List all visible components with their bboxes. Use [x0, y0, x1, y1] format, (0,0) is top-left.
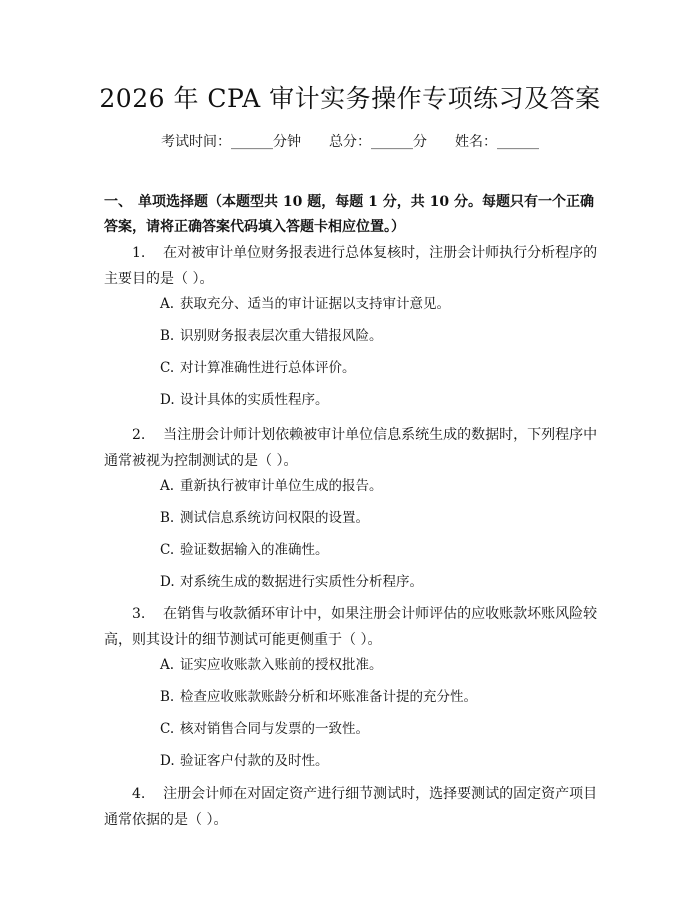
question-3 [104, 601, 604, 653]
option-2b: B. 测试信息系统访问权限的设置。 [160, 510, 369, 526]
question-stem [104, 422, 604, 474]
option-3d: D. 验证客户付款的及时性。 [160, 753, 329, 769]
question-stem [104, 601, 604, 653]
question-text: 当注册会计师计划依赖被审计单位信息系统生成的数据时，下列程序中通常被视为控制测试的是（ ）。 [104, 427, 598, 469]
option-1c: C. 对计算准确性进行总体评价。 [160, 360, 356, 376]
option-1b: B. 识别财务报表层次重大错报风险。 [160, 328, 383, 344]
question-text: 在销售与收款循环审计中，如果注册会计师评估的应收账款坏账风险较高，则其设计的细节测试可能更侧重于（ ）。 [104, 606, 598, 648]
section-heading [104, 190, 604, 240]
student-name-field: 姓名：______ [455, 134, 539, 150]
total-score-field: 总分：______分 [329, 134, 427, 150]
page-title: 2026 年 CPA 审计实务操作专项练习及答案 [99, 84, 601, 113]
question-text: 注册会计师在对固定资产进行细节测试时，选择要测试的固定资产项目通常依据的是（ ）。 [104, 786, 598, 828]
question-stem [104, 240, 604, 292]
option-3a: A. 证实应收账款入账前的授权批准。 [160, 657, 383, 673]
option-2c: C. 验证数据输入的准确性。 [160, 542, 329, 558]
question-2 [104, 422, 604, 474]
option-2d: D. 对系统生成的数据进行实质性分析程序。 [160, 574, 423, 590]
exam-time-field: 考试时间：______分钟 [161, 134, 301, 150]
option-2a: A. 重新执行被审计单位生成的报告。 [160, 478, 383, 494]
question-number: 1. [132, 245, 146, 261]
option-1a: A. 获取充分、适当的审计证据以支持审计意见。 [160, 296, 450, 312]
option-3b: B. 检查应收账款账龄分析和坏账准备计提的充分性。 [160, 689, 477, 705]
question-number: 2. [132, 427, 146, 443]
question-4 [104, 781, 604, 833]
question-number: 3. [132, 606, 146, 622]
question-number: 4. [132, 786, 146, 802]
question-1 [104, 240, 604, 292]
option-1d: D. 设计具体的实质性程序。 [160, 392, 329, 408]
section-instructions: 单项选择题（本题型共 10 题，每题 1 分，共 10 分。每题只有一个正确答案，请将正确答案代码填入答题卡相应位置。） [104, 194, 594, 235]
exam-meta [0, 132, 700, 152]
section-number: 一、 [104, 194, 132, 210]
option-3c: C. 核对销售合同与发票的一致性。 [160, 721, 369, 737]
question-text: 在对被审计单位财务报表进行总体复核时，注册会计师执行分析程序的主要目的是（ ）。 [104, 245, 598, 287]
question-stem [104, 781, 604, 833]
